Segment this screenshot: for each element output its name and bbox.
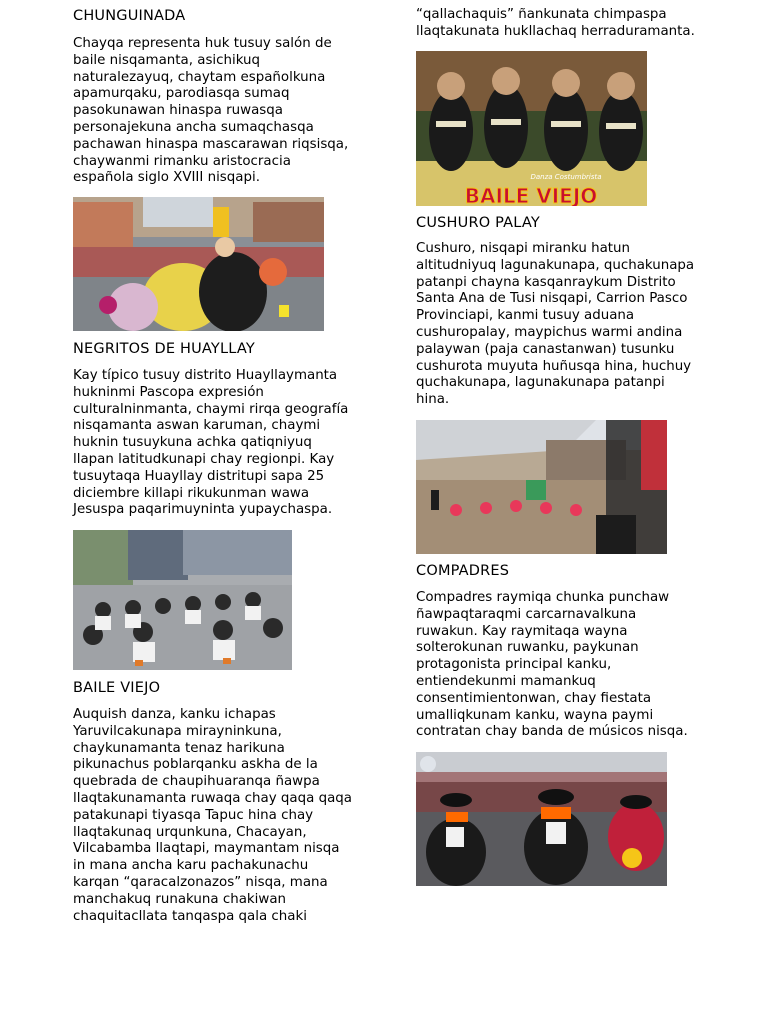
section-title-baile-viejo: BAILE VIEJO xyxy=(73,680,161,696)
section-body-cushuro-palay: Cushuro, nisqapi miranku hatun altitudniyuq lagunakunapa, quchakunapa patanpi chayna kasqanraykum Distrito Santa Ana de Tusi nisqapi, Carrion Pasco Provinciapi, kanmi tusuy aduana cushuropalay, maypichus warmi andina palaywan (paja canastanwan) tusunku cushurota muyuta huñusqa hina, huchuy quchakunapa, lagunakunapa patanpi hina. xyxy=(416,241,695,408)
photo-negritos-dancers xyxy=(73,530,292,670)
photo-chunguinada-dancers xyxy=(73,197,324,331)
section-body-negritos: Kay típico tusuy distrito Huayllaymanta hukninmi Pascopa expresión culturalninmanta, chaymi rirqa geografía nisqamanta aswan karuman, chaymi huknin tusuykuna achka qatiqniyuq llapan latitudkunapi chay regionpi. Kay tusuytaqa Huayllay distritupi sapa 25 diciembre killapi rikukunman wawa Jesuspa paqarimuyninta yupaychaspa. xyxy=(73,368,349,518)
poster-subtitle: Danza Costumbrista xyxy=(530,173,602,181)
photo-baile-viejo-poster xyxy=(416,51,647,206)
poster-title: BAILE VIEJO xyxy=(464,184,598,206)
section-body-chunguinada: Chayqa representa huk tusuy salón de baile nisqamanta, asichikuq naturalezayuq, chaytam españolkuna apamurqaku, parodiasqa sumaq pasokunawan hinaspa ruwasqa personajekuna ancha sumaqchasqa pachawan hinaspa mascarawan riqsisqa, chaywanmi rimanku aristocracia española siglo XVIII nisqapi. xyxy=(73,36,349,186)
section-title-chunguinada: CHUNGUINADA xyxy=(73,8,186,24)
section-title-compadres: COMPADRES xyxy=(416,563,510,579)
section-body-continuation: “qallachaquis” ñankunata chimpaspa llaqtakunata hukllachaq herraduramanta. xyxy=(416,7,695,39)
photo-compadres-dancers xyxy=(416,752,667,886)
section-body-compadres: Compadres raymiqa chunka punchaw ñawpaqtaraqmi carcarnavalkuna ruwakun. Kay raymitaqa wayna solterokunan ruwanku, paykunan protagonista principal kanku, entiendekunmi mamankuq consentimientonwan, chay fiestata umalliqkunam kanku, wayna paymi contratan chay banda de músicos nisqa. xyxy=(416,590,688,740)
section-title-negritos: NEGRITOS DE HUAYLLAY xyxy=(73,341,255,357)
section-title-cushuro-palay: CUSHURO PALAY xyxy=(416,215,540,231)
photo-cushuro-palay-plaza xyxy=(416,420,667,554)
section-body-baile-viejo: Auquish danza, kanku ichapas Yaruvilcakunapa mirayninkuna, chaykunamanta tenaz harikuna pikunachus poblarqanku askha de la quebrada de chaupihuaranqa ñawpa llaqtakunamanta ruwaqa chay qaqa qaqa patakunapi tiyasqa Tapuc hina chay llaqtakunaq urqunkuna, Chacayan, Vilcabamba llaqtapi, maymantam nisqa in mana ancha karu pachakunachu karqan “qaracalzonazos” nisqa, mana manchakuq runakuna chakiwan chaquitacllata tanqaspa qala chaki xyxy=(73,707,352,924)
